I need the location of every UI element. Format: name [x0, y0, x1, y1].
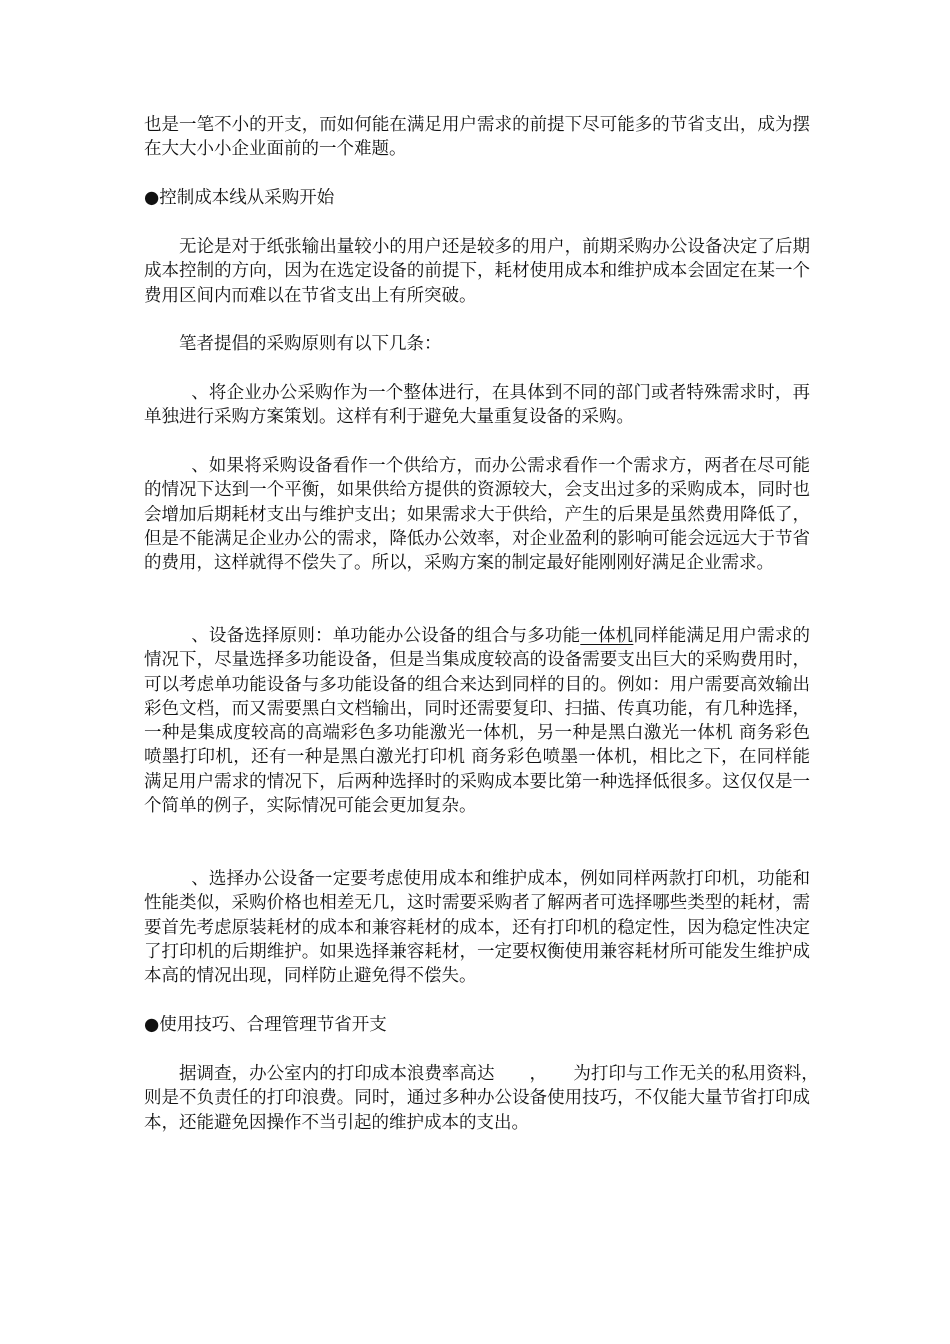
all-in-one-link[interactable]: 一体机: [580, 626, 634, 646]
section-heading-usage: ●使用技巧、合理管理节省开支: [144, 1015, 387, 1035]
rule-4-paragraph: 、选择办公设备一定要考虑使用成本和维护成本，例如同样两款打印机，功能和性能类似，采购价格也相差无几，这时需要采购者了解两者可选择哪些类型的耗材，需要首先考虑原装耗材的成本和兼容耗材的成本，还有打印机的稳定性，因为稳定性决定了打印机的后期维护。如果选择兼容耗材，一定要权衡使用兼容耗材所可能发生维护成本高的情况出现，同样防止避免得不偿失。: [144, 869, 810, 987]
rule-3-paragraph: [144, 624, 810, 818]
purchase-paragraph: 无论是对于纸张输出量较小的用户还是较多的用户，前期采购办公设备决定了后期成本控制的方向，因为在选定设备的前提下，耗材使用成本和维护成本会固定在某一个费用区间内而难以在节省支出上有所突破。: [144, 237, 810, 306]
section-heading-purchase: ●控制成本线从采购开始: [144, 188, 335, 208]
rule-1-paragraph: 、将企业办公采购作为一个整体进行，在具体到不同的部门或者特殊需求时，再单独进行采购方案策划。这样有利于避免大量重复设备的采购。: [144, 383, 810, 428]
usage-paragraph: 据调查，办公室内的打印成本浪费率高达 ， 为打印与工作无关的私用资料， 则是不负责任的打印浪费。同时，通过多种办公设备使用技巧，不仅能大量节省打印成本，还能避免因操作不当引起的维护成本的支出。: [144, 1064, 845, 1133]
rule-3-text-start: 、设备选择原则：单功能办公设备的组合与多功能: [191, 626, 581, 646]
principles-intro-paragraph: 笔者提倡的采购原则有以下几条：: [179, 334, 442, 354]
rule-3-text-end: 同样能满足用户需求的情况下，尽量选择多功能设备，但是当集成度较高的设备需要支出巨大的采购费用时，可以考虑单功能设备与多功能设备的组合来达到同样的目的。例如：用户需要高效输出彩色文档，而又需要黑白文档输出，同时还需要复印、扫描、传真功能，有几种选择，一种是集成度较高的高端彩色多功能激光一体机，另一种是黑白激光一体机 商务彩色喷墨打印机，还有一种是黑白激光打印机 商务彩色喷墨一体机，相比之下，在同样能满足用户需求的情况下，后两种选择时的采购成本要比第一种选择低很多。这仅仅是一个简单的例子，实际情况可能会更加复杂。: [144, 626, 811, 817]
rule-2-paragraph: 、如果将采购设备看作一个供给方，而办公需求看作一个需求方，两者在尽可能的情况下达到一个平衡，如果供给方提供的资源较大，会支出过多的采购成本，同时也会增加后期耗材支出与维护支出；如果需求大于供给，产生的后果是虽然费用降低了，但是不能满足企业办公的需求，降低办公效率，对企业盈利的影响可能会远远大于节省的费用，这样就得不偿失了。所以，采购方案的制定最好能刚刚好满足企业需求。: [144, 456, 810, 574]
intro-paragraph: 也是一笔不小的开支，而如何能在满足用户需求的前提下尽可能多的节省支出，成为摆在大大小小企业面前的一个难题。: [144, 115, 810, 160]
